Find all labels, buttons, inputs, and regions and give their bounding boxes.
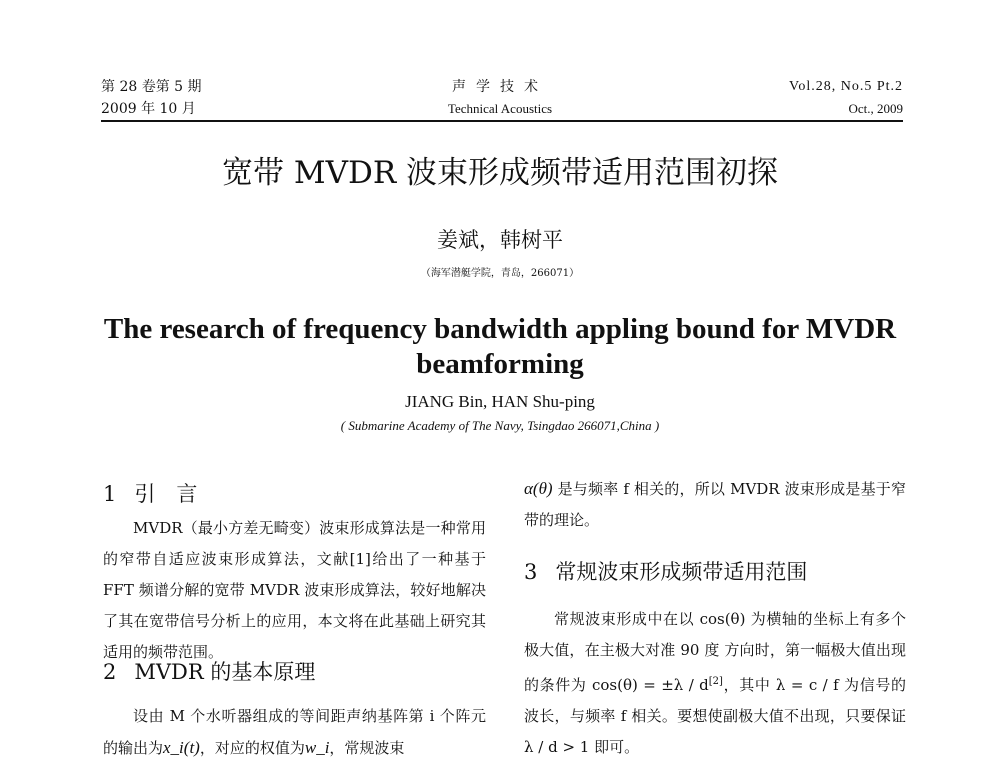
section-3-paragraph [524,604,906,763]
section-3-heading [524,558,906,586]
paper-title-cn: 宽带 MVDR 波束形成频带适用范围初探 [221,155,779,191]
section-1-paragraph: MVDR（最小方差无畸变）波束形成算法是一种常用的窄带自适应波束形成算法，文献[1]给出了一种基于 FFT 频谱分解的宽带 MVDR 波束形成算法，较好地解决了其在宽带信号分析上的应用，本文将在此基础上研究其适用的频带范围。 [103,519,486,661]
journal-date-cn: 2009 年 10 月 [101,101,196,117]
section-2-text-b: ，对应的权值为 [199,739,305,757]
section-2-paragraph [103,701,486,764]
continuation-paragraph [524,473,906,536]
section-2-heading [103,658,486,686]
authors-cn: 姜斌，韩树平 [437,228,563,252]
section-2-body [103,701,486,764]
journal-name-en: Technical Acoustics [447,101,553,116]
symbol-alpha-theta: α(θ) [524,479,553,498]
header-rule [101,120,903,122]
section-1-body [103,513,486,668]
citation-2: [2] [708,676,723,687]
section-1-title: 引 言 [134,482,198,506]
section-2-number: 2 [103,660,117,684]
symbol-wi: w_i [304,738,330,757]
journal-date-en: Oct., 2009 [848,101,903,116]
continuation-text: 是与频率 f 相关的，所以 MVDR 波束形成是基于窄带的理论。 [524,480,906,529]
section-1-heading [103,480,486,508]
right-column-continuation [524,473,906,536]
section-3-title: 常规波束形成频带适用范围 [555,560,808,584]
section-3-number: 3 [524,560,538,584]
affiliation-en: ( Submarine Academy of The Navy, Tsingdao 266071,China ) [340,418,660,433]
affiliation-cn: （海军潜艇学院，青岛，266071） [420,268,580,279]
journal-volume-en: Vol.28, No.5 Pt.2 [789,79,903,94]
section-2-title: MVDR 的基本原理 [134,660,316,684]
paper-title-en: The research of frequency bandwidth appling bound for MVDR beamforming [103,313,897,380]
authors-en: JIANG Bin, HAN Shu-ping [405,392,595,411]
symbol-xi-t: x_i(t) [163,738,200,757]
journal-volume-issue: 第 28 卷第 5 期 [101,79,202,95]
section-1-number: 1 [103,482,117,506]
section-3-text-2: ，其中 λ = c / f 为信号的波长，与频率 f 相关。要想使副极大值不出现，只要保证 λ / d > 1 即可。 [524,676,906,756]
section-3-text-1: 常规波束形成中在以 cos(θ) 为横轴的坐标上有多个极大值，在主极大对准 90 度 方向时，第一幅极大值出现的条件为 cos(θ) = ±λ / d [524,610,906,694]
section-3-body [524,604,906,763]
section-2-text-a: 设由 M 个水听器组成的等间距声纳基阵第 i 个阵元的输出为 [103,707,486,757]
section-2-text-c: ，常规波束 [329,739,405,757]
journal-name-cn: 声学技术 [452,79,548,95]
